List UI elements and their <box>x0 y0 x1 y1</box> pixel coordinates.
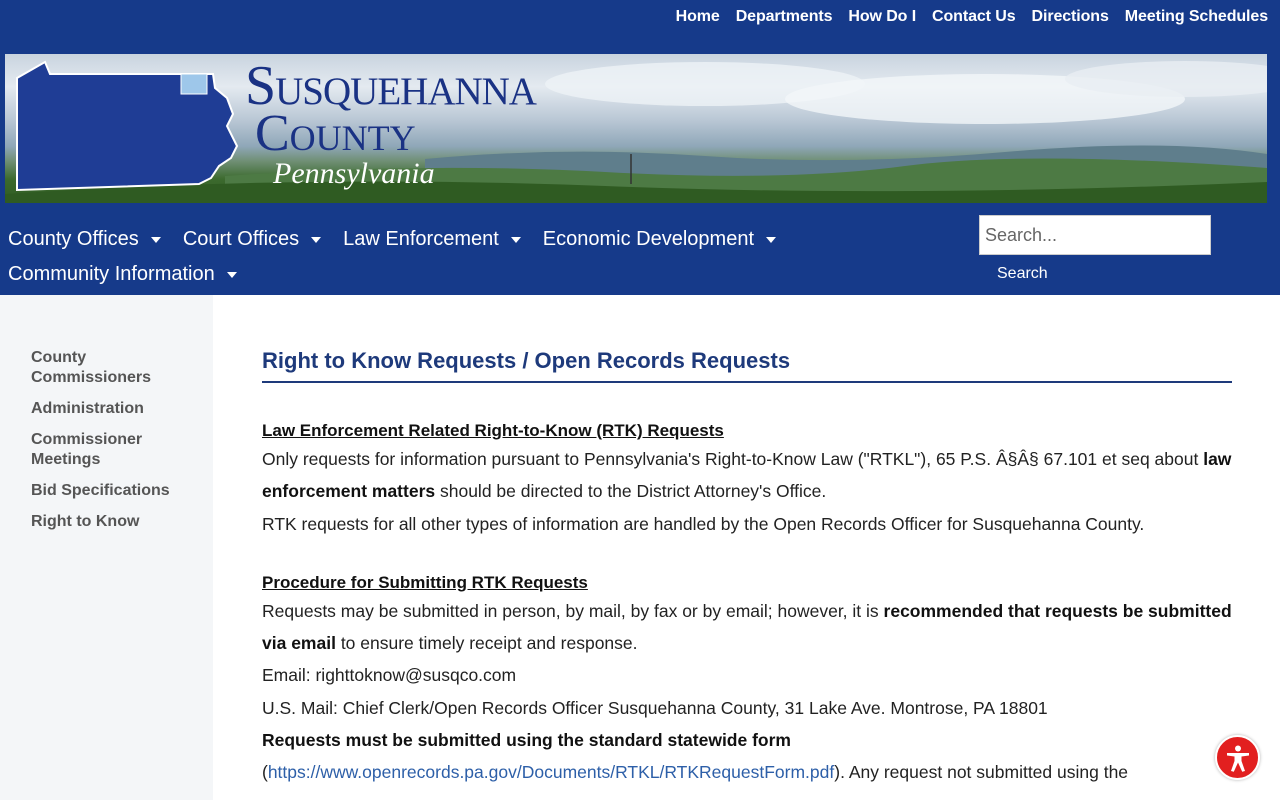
nav-how-do-i-link[interactable]: How Do I <box>848 8 917 25</box>
sidebar-item-right-to-know[interactable]: Right to Know <box>31 513 140 530</box>
paragraph <box>262 595 1232 660</box>
bold-text: Requests must be submitted using the standard statewide form <box>262 730 791 751</box>
text: Only requests for information pursuant to Pennsylvania's Right-to-Know Law ("RTKL"), 65 P.S. Â§Â§ 67.101 et seq about <box>262 449 1204 469</box>
main-nav-row <box>8 222 828 257</box>
sidebar-menu <box>31 348 201 543</box>
mail-line: U.S. Mail: Chief Clerk/Open Records Officer Susquehanna County, 31 Lake Ave. Montrose, PA 18801 <box>262 697 1048 718</box>
paragraph: RTK requests for all other types of information are handled by the Open Records Officer for Susquehanna County. <box>262 513 1145 534</box>
text: should be directed to the District Attorney's Office. <box>435 481 827 502</box>
menu-community-information[interactable] <box>8 263 237 286</box>
menu-label: Court Offices <box>182 228 300 250</box>
nav-departments-link[interactable]: Departments <box>735 8 833 25</box>
banner-title-county: County <box>255 105 416 162</box>
caret-down-icon <box>766 237 776 243</box>
county-banner[interactable] <box>5 54 1267 203</box>
landscape-image <box>5 54 1267 203</box>
section-heading: Law Enforcement Related Right-to-Know (RTK) Requests <box>262 421 724 440</box>
text: ( <box>262 762 268 783</box>
nav-directions-link[interactable]: Directions <box>1031 8 1109 25</box>
sidebar-item-administration[interactable]: Administration <box>31 400 144 417</box>
law-enforcement-section <box>262 419 1232 540</box>
search-button[interactable]: Search <box>997 265 1048 282</box>
bold-text: recommended that requests be submitted via email <box>262 600 1232 654</box>
sidebar-item-bid-specifications[interactable]: Bid Specifications <box>31 482 170 499</box>
menu-county-offices[interactable] <box>8 228 161 251</box>
caret-down-icon <box>151 237 161 243</box>
nav-contact-us-link[interactable]: Contact Us <box>932 8 1016 25</box>
menu-label: Community Information <box>8 263 215 285</box>
sidebar-item-county-commissioners[interactable]: County Commissioners <box>31 349 152 386</box>
section-heading: Procedure for Submitting RTK Requests <box>262 572 588 592</box>
accessibility-button[interactable] <box>1215 735 1260 780</box>
nav-home-link[interactable]: Home <box>675 8 720 25</box>
rtk-form-link[interactable]: https://www.openrecords.pa.gov/Documents/RTKL/RTKRequestForm.pdf <box>267 762 835 783</box>
menu-label: Economic Development <box>542 228 755 250</box>
bold-text: law enforcement matters <box>262 449 1232 502</box>
nav-meeting-schedules-link[interactable]: Meeting Schedules <box>1124 8 1268 25</box>
menu-economic-development[interactable] <box>543 228 776 251</box>
search-input[interactable] <box>979 215 1211 255</box>
paragraph <box>262 443 1232 508</box>
main-nav <box>8 222 828 292</box>
caret-down-icon <box>311 237 321 243</box>
main-nav-row <box>8 257 828 292</box>
banner-subtitle-pennsylvania: Pennsylvania <box>273 157 435 190</box>
sidebar-item-commissioner-meetings[interactable]: Commissioner Meetings <box>31 431 143 468</box>
text: to ensure timely receipt and response. <box>335 633 638 654</box>
accessibility-person-icon <box>1223 743 1253 773</box>
menu-court-offices[interactable] <box>183 228 321 251</box>
utility-nav <box>676 8 1268 26</box>
caret-down-icon <box>511 237 521 243</box>
sidebar <box>0 295 213 800</box>
procedure-section <box>262 571 1232 789</box>
email-line: Email: righttoknow@susqco.com <box>262 665 517 686</box>
menu-label: Law Enforcement <box>343 228 499 250</box>
page-title: Right to Know Requests / Open Records Requests <box>262 348 1232 383</box>
menu-law-enforcement[interactable] <box>343 228 521 251</box>
menu-label: County Offices <box>8 228 139 250</box>
text: ). Any request not submitted using the <box>834 762 1129 783</box>
form-link-line <box>262 756 1232 788</box>
main-content <box>262 348 1232 789</box>
caret-down-icon <box>227 272 237 278</box>
banner-title-susquehanna: Susquehanna <box>245 55 536 117</box>
form-requirement <box>262 724 1232 756</box>
text: Requests may be submitted in person, by mail, by fax or by email; however, it is <box>262 600 884 621</box>
